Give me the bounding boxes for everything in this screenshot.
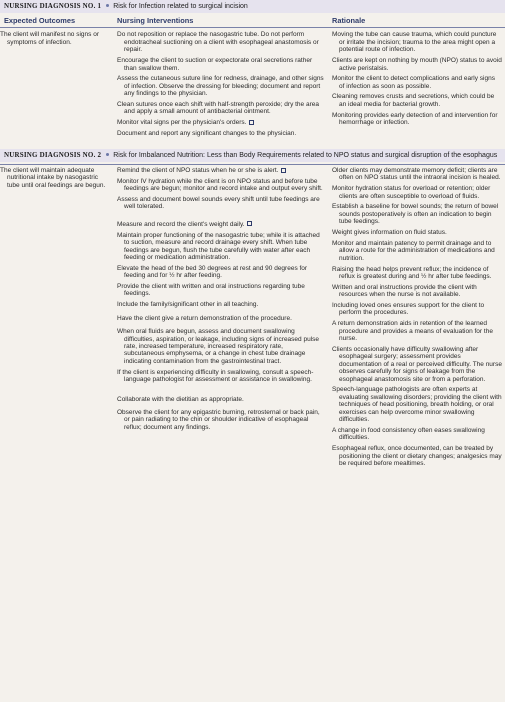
rationale-item: Monitor hydration status for overload or retention; older clients are often susceptible to overload of fluids.: [332, 185, 491, 200]
rationale-item: Clients occasionally have difficulty swallowing after esophageal surgery; assessment provides documentation of a real or perceived difficulty. The nurse observes carefully for signs of leakage from the esophageal anastomosis site or from a perforation.: [332, 345, 502, 383]
col-expected-outcomes: Expected Outcomes: [4, 16, 76, 26]
checkbox-square-icon: [249, 120, 254, 125]
intervention-item: Encourage the client to suction or expectorate oral secretions rather than swallow them.: [117, 57, 313, 72]
intervention-item: Do not reposition or replace the nasogastric tube. Do not perform endotracheal suctioning on a client with esophageal anastomosis or repair.: [117, 31, 319, 54]
rationale-item: Monitor and maintain patency to permit drainage and to allow a route for the administration of medications and nutrition.: [332, 239, 495, 262]
intervention-item: Have the client give a return demonstration of the procedure.: [117, 314, 292, 322]
intervention-item: Maintain proper functioning of the nasogastric tube; while it is attached to suction, measure and record drainage every shift. When tube feedings are begun, flush the tube carefully with water after each feeding or medication administration.: [117, 231, 320, 261]
rationale-item: Speech-language pathologists are often experts at evaluating swallowing disorders; providing the client with techniques of head positioning, breath holding, or oral exercises can help overcome minor swallowing difficulties.: [332, 386, 502, 424]
col-rationale: Rationale: [332, 16, 366, 26]
rationale-item: Establish a baseline for bowel sounds; the return of bowel sounds postoperatively is often an indication to begin tube feedings.: [332, 203, 499, 226]
rationale-item: Including loved ones ensures support for the client to perform the procedures.: [332, 301, 485, 317]
diagnosis-1-title: Risk for Infection related to surgical incision: [113, 3, 248, 10]
diagnosis-1-outcome: The client will manifest no signs or symptoms of infection.: [0, 31, 99, 46]
intervention-item: Remind the client of NPO status when he or she is alert.: [117, 167, 324, 174]
rationale-item: Esophageal reflux, once documented, can be treated by positioning the client or dietary changes; analgesics may be required before mealtimes.: [332, 445, 502, 467]
intervention-item: Collaborate with the dietitian as appropriate.: [117, 395, 244, 403]
diagnosis-2-body: [0, 165, 505, 471]
rationale-item: Raising the head helps prevent reflux; the incidence of reflux is greatest during and ½ hr after tube feedings.: [332, 265, 492, 280]
diagnosis-2-number: NURSING DIAGNOSIS NO. 2: [4, 150, 102, 159]
rationale-item: Cleaning removes crusts and secretions, which could be an ideal media for bacterial growth.: [332, 93, 495, 108]
intervention-item: Monitor vital signs per the physician's orders.: [117, 119, 324, 126]
rationale-item: A change in food consistency often eases swallowing difficulties.: [332, 426, 485, 442]
rationale-item: Written and oral instructions provide the client with resources when the nurse is not available.: [332, 283, 477, 299]
checkbox-square-icon: [281, 168, 286, 173]
col-nursing-interventions: Nursing Interventions: [117, 16, 194, 26]
intervention-item: When oral fluids are begun, assess and document swallowing difficulties, aspiration, or leakage, including signs of increased pulse rate, increased temperature, increased respiratory rate, subcutaneous emphysema, or a change in chest tube drainage indicating contamination from the gastrointestinal tract.: [117, 328, 319, 365]
intervention-item: Elevate the head of the bed 30 degrees at rest and 90 degrees for feeding and for ½ hr after feeding.: [117, 264, 308, 280]
diagnosis-2-header: [0, 149, 505, 162]
diagnosis-2-title: Risk for Imbalanced Nutrition: Less than Body Requirements related to NPO status and surgical disruption of the esophagus: [113, 151, 498, 159]
checkbox-square-icon: [247, 221, 252, 226]
diagnosis-1-interventions: [112, 31, 330, 140]
bullet-icon: [106, 4, 109, 7]
rationale-item: A return demonstration aids in retention of the learned procedure and provides a means of evaluation for the nurse.: [332, 320, 493, 343]
intervention-item: Clean sutures once each shift with half-strength peroxide; dry the area and apply a small amount of antibacterial ointment.: [117, 100, 319, 116]
intervention-item: Include the family/significant other in all teaching.: [117, 301, 259, 309]
rationale-item: Clients are kept on nothing by mouth (NPO) status to avoid active peristalsis.: [332, 57, 502, 72]
diagnosis-1-header: [0, 0, 505, 13]
column-headers: [0, 13, 505, 28]
intervention-item: Document and report any significant changes to the physician.: [117, 129, 297, 137]
rationale-item: Monitoring provides early detection of and intervention for hemorrhage or infection.: [332, 111, 498, 127]
diagnosis-2-rationales: [330, 167, 505, 471]
diagnosis-1-body: [0, 28, 505, 140]
intervention-item: Assess the cutaneous suture line for redness, drainage, and other signs of infection. Observe the dressing for bleeding; document and report any findings to the physician.: [117, 75, 324, 98]
intervention-item: Provide the client with written and oral instructions regarding tube feedings.: [117, 282, 305, 298]
diagnosis-2-interventions: [112, 167, 330, 471]
intervention-item: Monitor IV hydration while the client is on NPO status and before tube feedings are begun; monitor and record intake and output every shift.: [117, 177, 323, 193]
rationale-item: Monitor the client to detect complications and early signs of infection as soon as possible.: [332, 75, 495, 90]
intervention-item: If the client is experiencing difficulty in swallowing, consult a speech-language pathologist for assessment or assistance in swallowing.: [117, 368, 314, 384]
diagnosis-1-number: NURSING DIAGNOSIS NO. 1: [4, 2, 102, 10]
diagnosis-2-outcome: The client will maintain adequate nutritional intake by nasogastric tube until oral feedings are begun.: [0, 167, 106, 189]
rationale-item: Moving the tube can cause trauma, which could puncture or irritate the incision; trauma to the area might open a potential route of infection.: [332, 31, 497, 54]
diagnosis-1-rationales: [330, 31, 505, 140]
intervention-item: Observe the client for any epigastric burning, retrosternal or back pain, or pain radiating to the chin or shoulder indicative of esophageal reflux; document any findings.: [117, 408, 320, 431]
intervention-item: Measure and record the client's weight daily.: [117, 221, 324, 228]
rationale-item: Weight gives information on fluid status.: [332, 229, 447, 237]
intervention-item: Assess and document bowel sounds every shift until tube feedings are well tolerated.: [117, 195, 320, 211]
bullet-icon: [106, 153, 109, 156]
rationale-item: Older clients may demonstrate memory deficit; clients are often on NPO status until the intraoral incision is healed.: [332, 167, 501, 182]
